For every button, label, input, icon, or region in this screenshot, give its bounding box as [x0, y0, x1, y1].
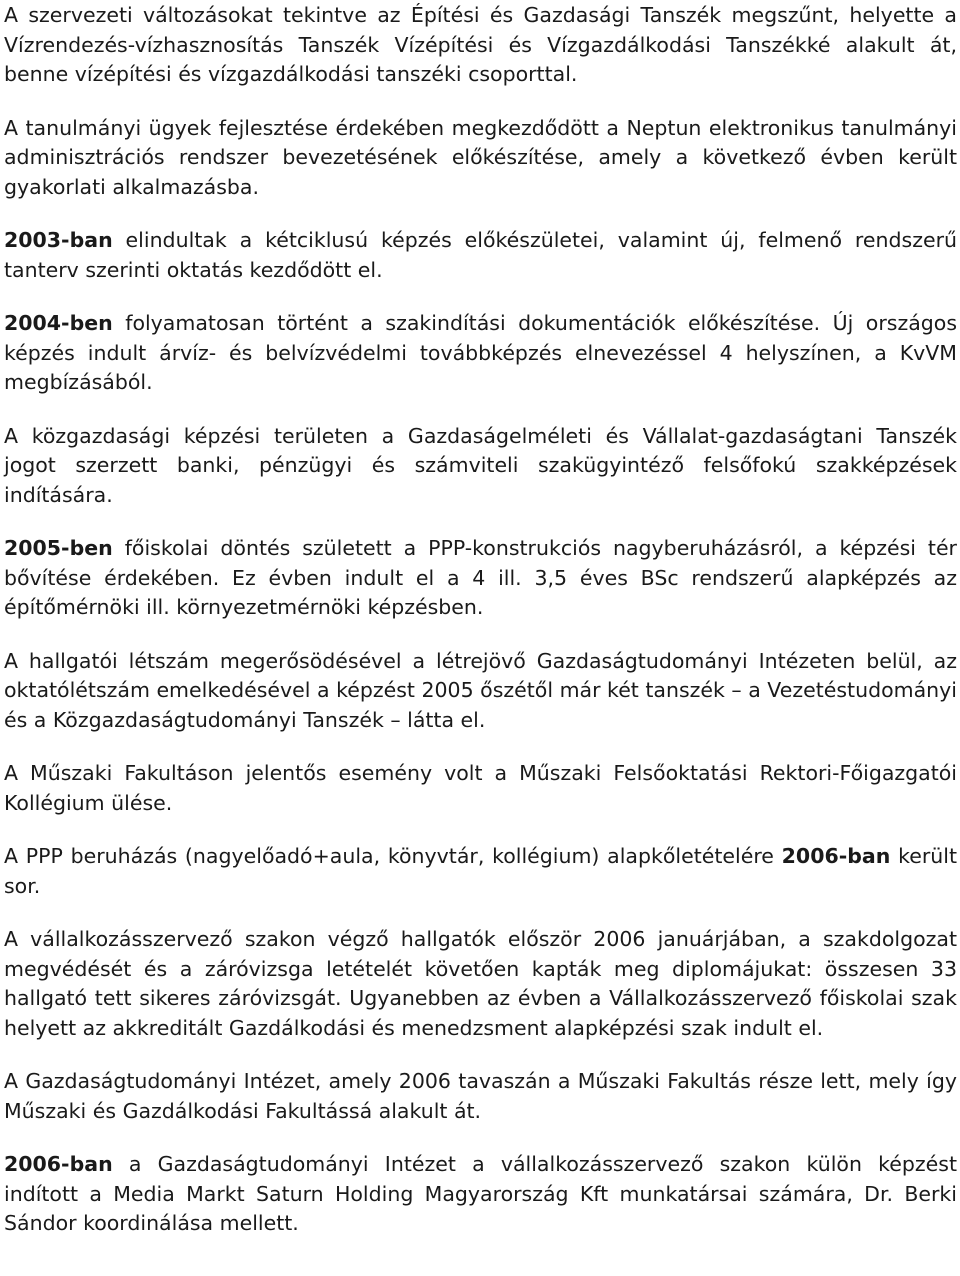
paragraph-6 — [4, 534, 957, 623]
paragraph-tail: került sor. — [4, 844, 957, 898]
paragraph-7 — [4, 647, 957, 736]
paragraph-text: A hallgatói létszám megerősödésével a létrejövő Gazdaságtudományi Intézeten belül, az oktatólétszám emelkedésével a képzést 2005 őszétől már két tanszék – a Vezetéstudományi és a Közgazdaságtudományi Tanszék – látta el. — [4, 648, 957, 732]
paragraph-9 — [4, 842, 957, 901]
paragraph-10 — [4, 925, 957, 1043]
paragraph-text: a Gazdaságtudományi Intézet a vállalkozásszervező szakon külön képzést indított a Media Markt Saturn Holding Magyarország Kft munkatársai számára, Dr. Berki Sándor koordinálása mellett. — [4, 1152, 957, 1235]
paragraph-12 — [4, 1150, 957, 1239]
paragraph-11 — [4, 1067, 957, 1126]
document-body — [4, 0, 957, 1263]
paragraph-text: A PPP beruházás (nagyelőadó+aula, könyvtár, kollégium) alapkőletételére — [4, 844, 782, 868]
year-lead: 2006-ban — [4, 1152, 113, 1176]
paragraph-text: A vállalkozásszervező szakon végző hallgatók először 2006 januárjában, a szakdolgozat megvédését és a záróvizsga letételét követően kapták meg diplomájukat: összesen 33 hallgató tett sikeres záróvizsgát. Ugyanebben az évben a Vállalkozásszervező főiskolai szak helyett az akkreditált Gazdálkodási és menedzsment alapképzési szak indult el. — [4, 927, 957, 1040]
paragraph-4 — [4, 309, 957, 398]
year-lead: 2004-ben — [4, 311, 113, 335]
paragraph-text: A Műszaki Fakultáson jelentős esemény volt a Műszaki Felsőoktatási Rektori-Főigazgatói Kollégium ülése. — [4, 761, 957, 815]
paragraph-text: folyamatosan történt a szakindítási dokumentációk előkészítése. Új országos képzés indult árvíz- és belvízvédelmi továbbképzés elnevezéssel 4 helyszínen, a KvVM megbízásából. — [4, 311, 957, 394]
paragraph-5 — [4, 422, 957, 511]
paragraph-text: elindultak a kétciklusú képzés előkészületei, valamint új, felmenő rendszerű tanterv szerinti oktatás kezdődött el. — [4, 228, 957, 282]
paragraph-3 — [4, 226, 957, 285]
paragraph-text: A Gazdaságtudományi Intézet, amely 2006 tavaszán a Műszaki Fakultás része lett, mely így Műszaki és Gazdálkodási Fakultássá alakult át. — [4, 1069, 957, 1123]
paragraph-text: A tanulmányi ügyek fejlesztése érdekében megkezdődött a Neptun elektronikus tanulmányi adminisztrációs rendszer bevezetésének előkészítése, amely a következő évben került gyakorlati alkalmazásba. — [4, 115, 957, 199]
paragraph-text: A közgazdasági képzési területen a Gazdaságelméleti és Vállalat-gazdaságtani Tanszék jogot szerzett banki, pénzügyi és számviteli szakügyintéző felsőfokú szakképzések indítására. — [4, 423, 957, 507]
paragraph-8 — [4, 759, 957, 818]
year-lead: 2005-ben — [4, 536, 113, 560]
year-inline: 2006-ban — [781, 844, 891, 868]
paragraph-text: A szervezeti változásokat tekintve az Építési és Gazdasági Tanszék megszűnt, helyette a Vízrendezés-vízhasznosítás Tanszék Vízépítési és Vízgazdálkodási Tanszékké alakult át, benne vízépítési és vízgazdálkodási tanszéki csoporttal. — [4, 3, 957, 86]
paragraph-text: főiskolai döntés született a PPP-konstrukciós nagyberuházásról, a képzési tér bővítése érdekében. Ez évben indult el a 4 ill. 3,5 éves BSc rendszerű alapképzés az építőmérnöki ill. környezetmérnöki képzésben. — [4, 536, 957, 619]
year-lead: 2003-ban — [4, 228, 113, 252]
paragraph-2 — [4, 114, 957, 203]
paragraph-1 — [4, 1, 957, 90]
